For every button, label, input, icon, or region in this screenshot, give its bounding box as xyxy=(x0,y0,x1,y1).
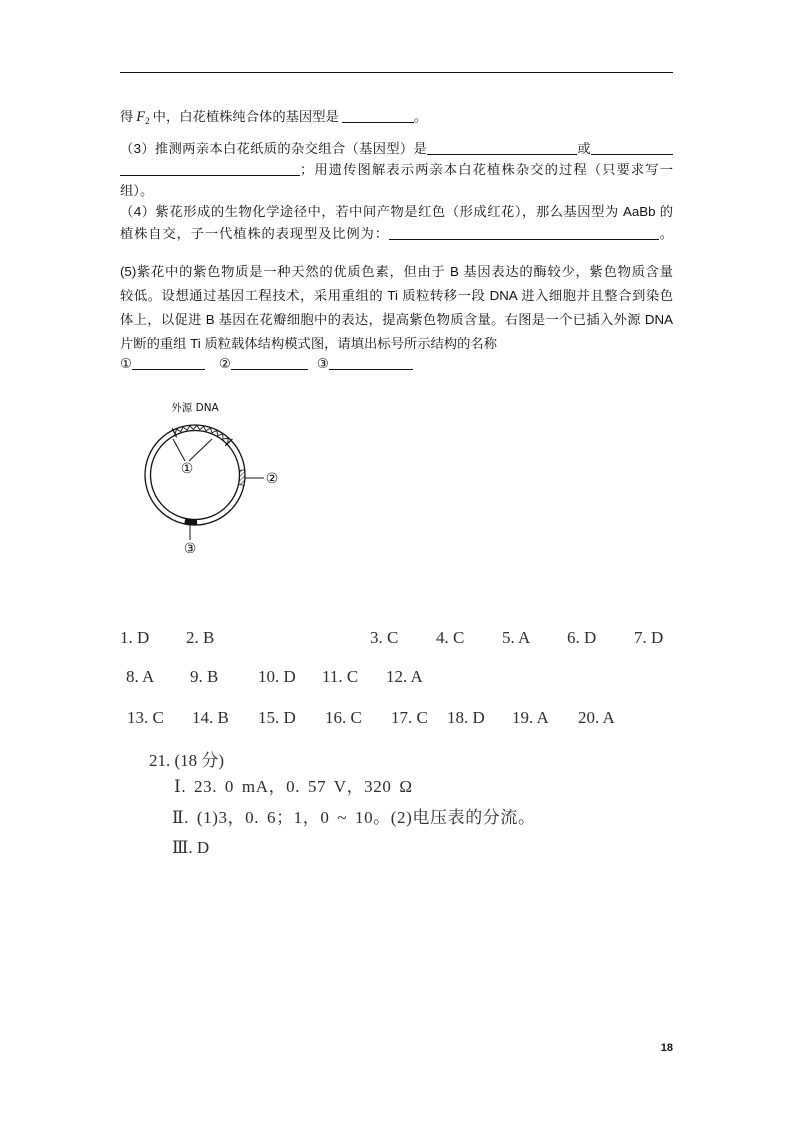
mc-answer: 19. A xyxy=(512,708,549,727)
blank-label-1: ① xyxy=(120,356,132,371)
line2-or: 或 xyxy=(577,141,591,156)
diagram-label-2: ② xyxy=(265,471,279,487)
line2-text: （3）推测两亲本白花纸质的杂交组合（基因型）是 xyxy=(120,141,428,156)
question-line-8 xyxy=(120,286,673,306)
insert-right-tick xyxy=(225,439,232,446)
q21-title: 21. (18 分) xyxy=(149,751,225,770)
mc-answer: 7. D xyxy=(634,628,664,647)
answer-blank xyxy=(329,356,413,370)
answer-blank xyxy=(427,141,577,155)
pointer-line-1a xyxy=(173,439,185,461)
hatched-segment xyxy=(239,470,245,486)
answer-blank xyxy=(120,162,300,176)
line10-text: 片断的重组 Ti 质粒载体结构模式图，请填出标号所示结构的名称 xyxy=(120,336,497,351)
mc-answer: 18. D xyxy=(447,708,485,727)
line7-text: (5)紫花中的紫色物质是一种天然的优质色素，但由于 B 基因表达的酶较少，紫色物质含量 xyxy=(120,264,673,279)
answer-blank xyxy=(591,141,673,155)
line3-text: ；用遗传图解表示两亲本白花植株杂交的过程（只要求写一 xyxy=(300,162,673,177)
mc-answer: 6. D xyxy=(567,628,597,647)
question-line-10 xyxy=(120,334,497,354)
blank-label-3: ③ xyxy=(316,356,329,371)
mc-answer: 5. A xyxy=(502,628,531,647)
diagram-label-3: ③ xyxy=(183,541,197,557)
page-number: 18 xyxy=(660,1042,673,1054)
diagram-label-1: ① xyxy=(180,461,194,477)
mc-answer: 1. D xyxy=(120,628,150,647)
mc-answer: 12. A xyxy=(386,667,423,686)
foreign-dna-segment xyxy=(175,426,228,444)
black-segment xyxy=(185,519,197,526)
foreign-dna-label: 外源 DNA xyxy=(171,402,219,414)
q21-part-3: Ⅲ. D xyxy=(172,838,210,857)
subscript-2: 2 xyxy=(145,116,150,126)
line6-end: 。 xyxy=(658,226,674,241)
question-line-4 xyxy=(120,181,153,201)
mc-answer: 2. B xyxy=(186,628,215,647)
mc-answer: 17. C xyxy=(391,708,428,727)
mc-answer: 11. C xyxy=(322,667,359,686)
mc-answer: 13. C xyxy=(127,708,164,727)
q21-part-1: Ⅰ. 23. 0 mA，0. 57 V，320 Ω xyxy=(174,777,413,796)
line1-prefix: 得 xyxy=(120,109,134,124)
mc-answer: 4. C xyxy=(436,628,465,647)
mc-answer: 14. B xyxy=(192,708,229,727)
variable-f: F xyxy=(136,109,146,125)
line1-text: 中，白花植株纯合体的基因型是 xyxy=(152,109,339,124)
answer-blank xyxy=(132,356,205,370)
line4-text: 组）。 xyxy=(120,183,154,198)
question-line-3 xyxy=(120,160,673,180)
mc-answer: 20. A xyxy=(578,708,615,727)
mc-answer: 15. D xyxy=(258,708,296,727)
question-line-7 xyxy=(120,262,673,282)
question-line-5 xyxy=(120,202,673,222)
blank-label-2: ② xyxy=(218,356,231,371)
question-line-9 xyxy=(120,310,673,330)
answer-blank xyxy=(389,226,659,240)
mc-answer: 16. C xyxy=(325,708,362,727)
line9-text: 体上，以促进 B 基因在花瓣细胞中的表达，提高紫色物质含量。右图是一个已插入外源 DNA xyxy=(120,312,673,327)
question-line-2 xyxy=(120,139,673,159)
q21-part-2: Ⅱ. (1)3，0. 6；1，0 ~ 10。(2)电压表的分流。 xyxy=(172,808,536,827)
mc-answer: 8. A xyxy=(126,667,155,686)
plasmid-inner-ring xyxy=(151,431,240,520)
mc-answer: 9. B xyxy=(190,667,219,686)
line5-text: （4）紫花形成的生物化学途径中，若中间产物是红色（形成红花），那么基因型为 AaBb 的 xyxy=(120,204,673,219)
header-rule xyxy=(120,72,673,73)
answer-blank xyxy=(231,356,308,370)
pointer-line-1b xyxy=(189,439,212,461)
plasmid-outer-ring xyxy=(145,425,245,525)
question-line-11 xyxy=(120,354,413,374)
answer-blank xyxy=(342,109,414,123)
mc-answer: 3. C xyxy=(370,628,399,647)
line6-text: 植株自交，子一代植株的表现型及比例为： xyxy=(120,226,389,241)
question-line-6 xyxy=(120,224,673,244)
line8-text: 较低。设想通过基因工程技术，采用重组的 Ti 质粒转移一段 DNA 进入细胞并且整合到染色 xyxy=(120,288,673,303)
mc-answer: 10. D xyxy=(258,667,296,686)
question-line-1 xyxy=(120,107,427,127)
line1-end: 。 xyxy=(413,109,428,124)
plasmid-diagram xyxy=(130,395,300,565)
